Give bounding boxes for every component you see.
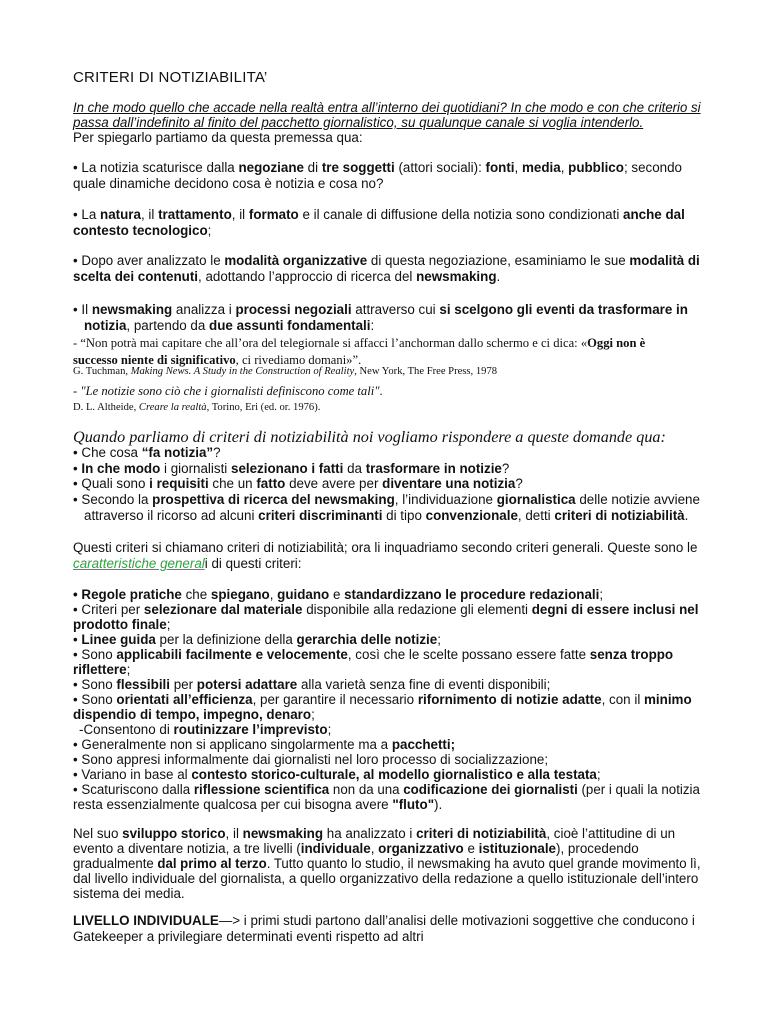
paragraph-4-line-1: • Il newsmaking analizza i processi negoziali attraverso cui si scelgono gli eventi da trasformare in: [73, 302, 688, 317]
section-3-line-2: caratteristiche generali di questi criteri:: [73, 556, 302, 571]
document-title: CRITERI DI NOTIZIABILITA’: [73, 69, 268, 86]
section-3-line-1: Questi criteri si chiamano criteri di notiziabilità; ora li inquadriamo secondo criteri generali. Queste sono le: [73, 540, 698, 555]
question-item-1: • Che cosa “fa notizia”?: [73, 445, 221, 460]
quote-2-citation: D. L. Altheide, Creare la realtà, Torino, Eri (ed. or. 1976).: [73, 402, 321, 413]
list-item-routinize: -Consentono di routinizzare l’imprevisto;: [79, 722, 332, 737]
intro-question-line-1: In che modo quello che accade nella realtà entra all’interno dei quotidiani? In che modo e con che criterio si: [73, 100, 701, 115]
list-item-criteria-line-1: • Criteri per selezionare dal materiale disponibile alla redazione gli elementi degni di essere inclusi nel: [73, 602, 699, 617]
list-item-flexible: • Sono flessibili per potersi adattare alla varietà senza fine di eventi disponibili;: [73, 677, 551, 692]
list-item-rules: • Regole pratiche che spiegano, guidano e standardizzano le procedure redazionali;: [73, 587, 604, 602]
list-item-applicable-line-2: riflettere;: [73, 662, 131, 677]
general-characteristics-link[interactable]: caratteristiche general: [73, 556, 205, 571]
question-item-4-line-1: • Secondo la prospettiva di ricerca del newsmaking, l’individuazione giornalistica delle notizie avviene: [73, 492, 700, 507]
list-item-criteria-line-2: prodotto finale;: [73, 617, 171, 632]
question-item-3: • Quali sono i requisiti che un fatto deve avere per diventare una notizia?: [73, 476, 523, 491]
quote-1-line-2: successo niente di significativo, ci rivediamo domani»”.: [73, 353, 362, 367]
paragraph-2-line-2: contesto tecnologico;: [73, 223, 212, 238]
list-item-packages: • Generalmente non si applicano singolarmente ma a pacchetti;: [73, 737, 456, 752]
paragraph-2-line-1: • La natura, il trattamento, il formato e il canale di diffusione della notizia sono condizionati anche dal: [73, 207, 685, 222]
list-item-learned: • Sono appresi informalmente dai giornalisti nel loro processo di socializzazione;: [73, 752, 549, 767]
section-4-line-2: evento a diventare notizia, a tre livelli (individuale, organizzativo e istituzionale), procedendo: [73, 841, 639, 856]
quote-1-line-1: - “Non potrà mai capitare che all’ora del telegiornale si affacci l’anchorman dallo schermo e ci dica: «Oggi non è: [73, 336, 646, 350]
question-item-4-line-2: attraverso il ricorso ad alcuni criteri discriminanti di tipo convenzionale, detti criteri di notiziabilità.: [84, 508, 689, 523]
section-4-line-4: dal livello individuale del giornalista, a quello organizzativo della redazione a quello istituzionale dell’intero: [73, 871, 699, 886]
list-item-efficiency-line-2: dispendio di tempo, impegno, denaro;: [73, 707, 315, 722]
section-4-line-1: Nel suo sviluppo storico, il newsmaking ha analizzato i criteri di notiziabilità, cioè l’attitudine di un: [73, 826, 676, 841]
section-5-line-1: LIVELLO INDIVIDUALE—> i primi studi partono dall’analisi delle motivazioni soggettive che conducono i: [73, 913, 695, 928]
intro-question-line-2: passa dall’indefinito al finito del pacchetto giornalistico, su qualunque canale si voglia intenderlo.: [73, 115, 644, 130]
section-5-line-2: Gatekeeper a privilegiare determinati eventi rispetto ad altri: [73, 929, 424, 944]
list-item-context: • Variano in base al contesto storico-culturale, al modello giornalistico e alla testata;: [73, 767, 601, 782]
paragraph-3-line-2: scelta dei contenuti, adottando l’approccio di ricerca del newsmaking.: [73, 269, 501, 284]
section-4-line-5: sistema dei media.: [73, 886, 185, 901]
list-item-efficiency-line-1: • Sono orientati all’efficienza, per garantire il necessario rifornimento di notizie adatte, con il minimo: [73, 692, 692, 707]
paragraph-4-line-2: notizia, partendo da due assunti fondamentali:: [84, 318, 375, 333]
list-item-scientific-line-2: resta essenzialmente qualcosa per cui bisogna avere "fluto").: [73, 797, 443, 812]
quote-1-citation: G. Tuchman, Making News. A Study in the Construction of Reality, New York, The Free Press, 1978: [73, 366, 498, 377]
list-item-applicable-line-1: • Sono applicabili facilmente e velocemente, così che le scelte possano essere fatte senza troppo: [73, 647, 674, 662]
section-4-line-3: gradualmente dal primo al terzo. Tutto quanto lo studio, il newsmaking ha avuto quel grande movimento lì,: [73, 856, 701, 871]
paragraph-1-line-1: • La notizia scaturisce dalla negoziane di tre soggetti (attori sociali): fonti, media, pubblico; secondo: [73, 160, 683, 175]
quote-2: - "Le notizie sono ciò che i giornalisti definiscono come tali".: [73, 384, 383, 398]
list-item-scientific-line-1: • Scaturiscono dalla riflessione scientifica non da una codificazione dei giornalisti (per i quali la notizia: [73, 782, 700, 797]
section-2-heading: Quando parliamo di criteri di notiziabilità noi vogliamo rispondere a queste domande qua:: [73, 428, 666, 446]
list-item-guidelines: • Linee guida per la definizione della gerarchia delle notizie;: [73, 632, 441, 647]
paragraph-1-line-2: quale dinamiche decidono cosa è notizia e cosa no?: [73, 176, 384, 191]
paragraph-3-line-1: • Dopo aver analizzato le modalità organizzative di questa negoziazione, esaminiamo le sue modalità di: [73, 253, 700, 268]
intro-lead: Per spiegarlo partiamo da questa premessa qua:: [73, 130, 363, 145]
question-item-2: • In che modo i giornalisti selezionano i fatti da trasformare in notizie?: [73, 461, 510, 476]
